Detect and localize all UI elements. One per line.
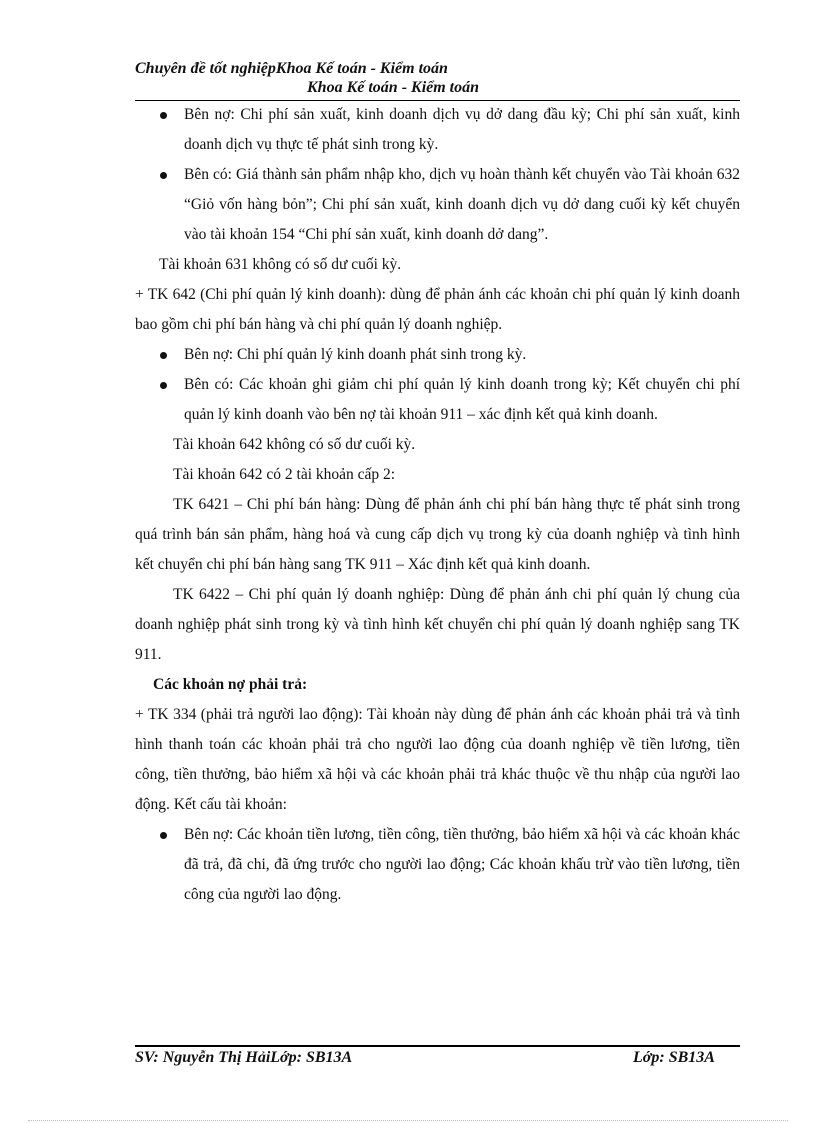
bullet-icon <box>160 352 167 359</box>
bullet-list-642 <box>135 340 740 430</box>
document-body <box>135 100 740 910</box>
list-item-text: Bên nợ: Các khoản tiền lương, tiền công, tiền thưởng, bảo hiểm xã hội và các khoản khác đã trả, đã chi, đã ứng trước cho người lao động; Các khoản khấu trừ vào tiền lương, tiền công của người lao động. <box>184 826 740 903</box>
bullet-icon <box>160 172 167 179</box>
list-item <box>135 100 740 160</box>
list-item <box>135 340 740 370</box>
list-item <box>135 160 740 250</box>
paragraph: Tài khoản 631 không có số dư cuối kỳ. <box>159 256 402 273</box>
list-item-text: Bên nợ: Chi phí quản lý kinh doanh phát sinh trong kỳ. <box>184 346 527 363</box>
section-heading: Các khoản nợ phải trả: <box>153 676 308 693</box>
footer-student: SV: Nguyễn Thị HảiLớp: SB13A <box>135 1049 353 1066</box>
header-department: Khoa Kế toán - Kiểm toán <box>307 79 480 96</box>
bullet-list-631 <box>135 100 740 250</box>
footer-class: Lớp: SB13A <box>633 1049 715 1066</box>
footer-divider <box>135 1045 740 1047</box>
bullet-list-334 <box>135 820 740 910</box>
paragraph: Tài khoản 642 không có số dư cuối kỳ. <box>173 436 416 453</box>
list-item <box>135 820 740 910</box>
paragraph: TK 6421 – Chi phí bán hàng: Dùng để phản ánh chi phí bán hàng thực tế phát sinh trong quá trình bán sản phẩm, hàng hoá và cung cấp dịch vụ trong kỳ của doanh nghiệp và tình hình kết chuyển chi phí bán hàng sang TK 911 – Xác định kết quả kinh doanh. <box>135 496 740 573</box>
paragraph: + TK 334 (phải trả người lao động): Tài khoản này dùng để phản ánh các khoản phải trả và tình hình thanh toán các khoản phải trả cho người lao động của doanh nghiệp về tiền lương, tiền công, tiền thưởng, bảo hiểm xã hội và các khoản phải trả khác thuộc về thu nhập của người lao động. Kết cấu tài khoản: <box>135 706 740 813</box>
bullet-icon <box>160 832 167 839</box>
header-title: Chuyên đề tốt nghiệpKhoa Kế toán - Kiểm toán <box>135 60 448 77</box>
list-item-text: Bên nợ: Chi phí sản xuất, kinh doanh dịch vụ dở dang đầu kỳ; Chi phí sản xuất, kinh doanh dịch vụ thực tế phát sinh trong kỳ. <box>184 106 740 153</box>
paragraph: TK 6422 – Chi phí quản lý doanh nghiệp: Dùng để phản ánh chi phí quản lý chung của doanh nghiệp phát sinh trong kỳ và tình hình kết chuyển chi phí quản lý doanh nghiệp sang TK 911. <box>135 586 740 663</box>
page-boundary <box>28 1120 788 1121</box>
list-item <box>135 370 740 430</box>
paragraph: + TK 642 (Chi phí quản lý kinh doanh): dùng để phản ánh các khoản chi phí quản lý kinh doanh bao gồm chi phí bán hàng và chi phí quản lý doanh nghiệp. <box>135 286 740 333</box>
list-item-text: Bên có: Các khoản ghi giảm chi phí quản lý kinh doanh trong kỳ; Kết chuyển chi phí quản lý kinh doanh vào bên nợ tài khoản 911 – xác định kết quả kinh doanh. <box>184 376 740 423</box>
paragraph: Tài khoản 642 có 2 tài khoản cấp 2: <box>173 466 396 483</box>
bullet-icon <box>160 382 167 389</box>
bullet-icon <box>160 112 167 119</box>
list-item-text: Bên có: Giá thành sản phẩm nhập kho, dịch vụ hoàn thành kết chuyển vào Tài khoản 632 “Giỏ vốn hàng bỏn”; Chi phí sản xuất, kinh doanh dịch vụ dở dang cuối kỳ kết chuyển vào tài khoản 154 “Chi phí sản xuất, kinh doanh dở dang”. <box>184 166 740 243</box>
